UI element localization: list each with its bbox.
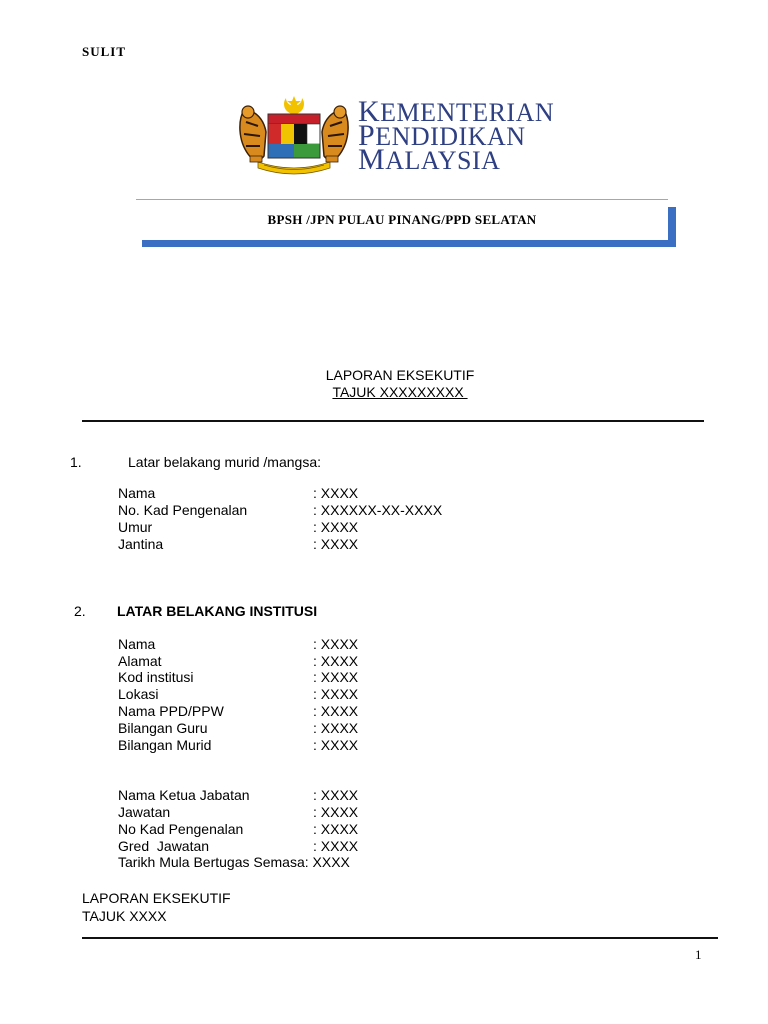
start-date-field: Tarikh Mula Bertugas Semasa: XXXX	[118, 854, 350, 870]
field-value: : XXXX	[313, 703, 359, 719]
ministry-line-2: PENDIDIKAN	[358, 119, 526, 152]
report-title-block	[230, 367, 570, 401]
ministry-name	[358, 95, 555, 176]
field-value: : XXXX	[313, 838, 359, 854]
banner-title: BPSH /JPN PULAU PINANG/PPD SELATAN	[267, 212, 537, 227]
field-label: Bilangan Guru	[118, 720, 208, 736]
page-number: 1	[695, 947, 702, 962]
field-label: Bilangan Murid	[118, 737, 212, 753]
field-label: Lokasi	[118, 686, 159, 702]
section-2-number: 2.	[74, 603, 86, 619]
title-divider	[82, 420, 704, 422]
field-label: Nama PPD/PPW	[118, 703, 224, 719]
field-label: Nama	[118, 485, 156, 501]
malaysia-crest-logo	[236, 92, 352, 178]
field-label: Jantina	[118, 536, 164, 552]
field-value: : XXXX	[313, 787, 359, 803]
field-value: : XXXX	[313, 536, 359, 552]
footer-subtitle: TAJUK XXXX	[82, 908, 167, 924]
field-value: : XXXX	[313, 653, 359, 669]
report-subtitle: TAJUK XXXXXXXXX	[332, 384, 468, 400]
field-value: : XXXX	[313, 485, 359, 501]
field-label: Gred Jawatan	[118, 838, 210, 854]
field-label: No Kad Pengenalan	[118, 821, 244, 837]
field-label: Umur	[118, 519, 153, 535]
section-1-heading: Latar belakang murid /mangsa:	[128, 454, 321, 470]
field-value: : XXXX	[313, 519, 359, 535]
footer-title-block	[82, 889, 231, 925]
field-label: Alamat	[118, 653, 162, 669]
banner-top-rule	[136, 199, 668, 200]
field-value: : XXXX	[313, 821, 359, 837]
field-label: Nama Ketua Jabatan	[118, 787, 250, 803]
field-label: Kod institusi	[118, 669, 194, 685]
field-value: : XXXX	[313, 669, 359, 685]
field-value: : XXXX	[313, 804, 359, 820]
report-title: LAPORAN EKSEKUTIF	[325, 367, 475, 383]
section-1-number: 1.	[70, 454, 82, 470]
field-value: : XXXXXX-XX-XXXX	[313, 502, 443, 518]
banner-accent-bottom	[142, 240, 676, 247]
field-label: Jawatan	[118, 804, 171, 820]
field-value: : XXXX	[313, 686, 359, 702]
field-value: : XXXX	[313, 720, 359, 736]
field-label: No. Kad Pengenalan	[118, 502, 248, 518]
footer-divider	[82, 937, 718, 939]
ministry-line-1: KEMENTERIAN	[358, 95, 555, 128]
field-value: : XXXX	[313, 636, 359, 652]
field-label: Nama	[118, 636, 156, 652]
footer-title: LAPORAN EKSEKUTIF	[82, 890, 231, 906]
ministry-line-3: MALAYSIA	[358, 143, 501, 176]
section-2-heading: LATAR BELAKANG INSTITUSI	[117, 603, 318, 619]
field-value: : XXXX	[313, 737, 359, 753]
classification-label: SULIT	[82, 44, 127, 59]
